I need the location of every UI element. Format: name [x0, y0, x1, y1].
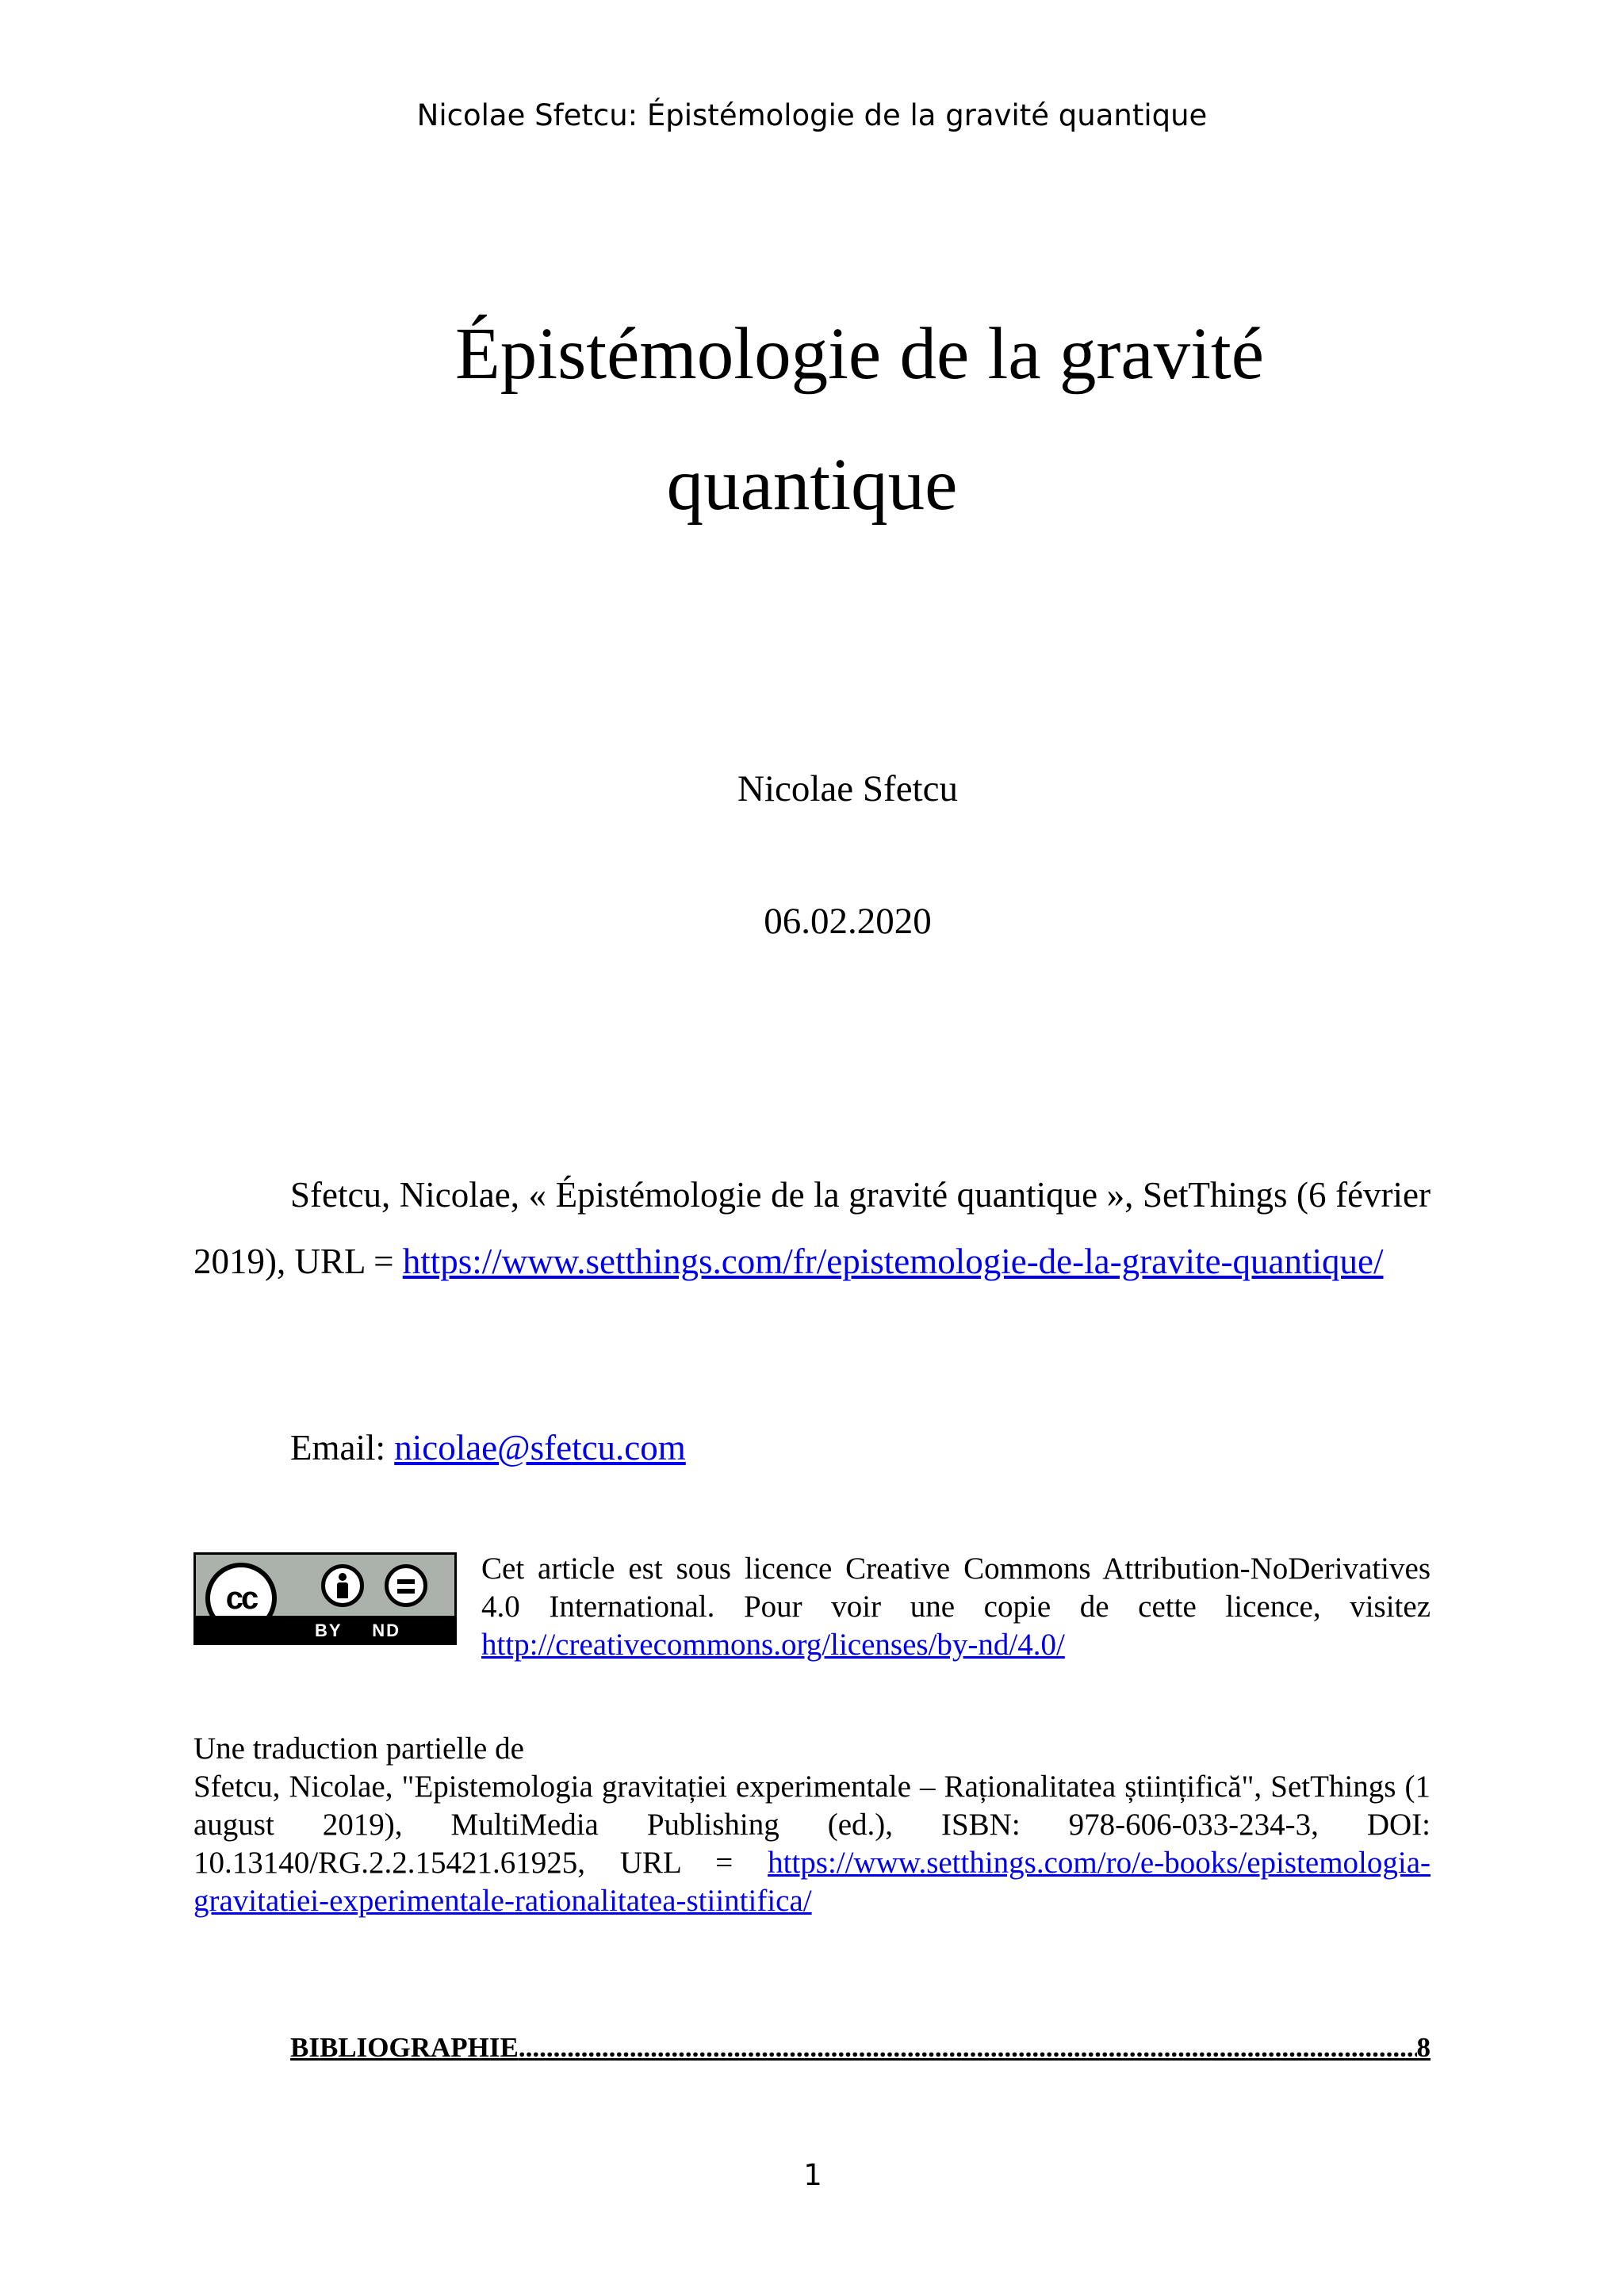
- toc-entry-label: BIBLIOGRAPHIE: [290, 2032, 519, 2063]
- translation-paragraph: [193, 1730, 1431, 1920]
- badge-by-nd-label: [315, 1621, 400, 1641]
- no-derivatives-equals-icon: [385, 1564, 427, 1607]
- cc-icon: cc: [205, 1563, 277, 1634]
- email-label: Email:: [290, 1428, 395, 1468]
- toc-dot-leader: [519, 2032, 1417, 2064]
- email-link[interactable]: nicolae@sfetcu.com: [394, 1428, 686, 1468]
- email-line: [290, 1427, 686, 1468]
- citation-paragraph: [193, 1161, 1431, 1295]
- license-text: Cet article est sous licence Creative Commons Attribution-NoDerivatives 4.0 International. Pour voir une copie de cette licence, visitez: [481, 1552, 1431, 1624]
- document-title-line-1: Épistémologie de la gravité: [454, 313, 1265, 395]
- running-header: Nicolae Sfetcu: Épistémologie de la gravité quantique: [416, 98, 1208, 132]
- publication-date: 06.02.2020: [764, 901, 932, 942]
- citation-link[interactable]: https://www.setthings.com/fr/epistemologie-de-la-gravite-quantique/: [402, 1242, 1384, 1281]
- cc-by-nd-badge[interactable]: [193, 1552, 457, 1645]
- translation-intro: Une traduction partielle de: [193, 1732, 524, 1766]
- attribution-person-icon: [321, 1564, 364, 1607]
- license-paragraph: [481, 1550, 1431, 1664]
- page-number: 1: [803, 2158, 822, 2192]
- citation-text: Sfetcu, Nicolae, « Épistémologie de la gravité quantique », SetThings (6 février 2019), URL =: [193, 1175, 1431, 1281]
- toc-entry-page: 8: [1416, 2032, 1431, 2063]
- author-name: Nicolae Sfetcu: [737, 768, 958, 809]
- toc-entry-bibliographie[interactable]: [290, 2032, 1431, 2064]
- document-title-line-2: quantique: [666, 444, 958, 526]
- translation-text: Sfetcu, Nicolae, "Epistemologia gravitației experimentale – Raționalitatea științifică", SetThings (1 august 2019), MultiMedia Publishing (ed.), ISBN: 978-606-033-234-3, DOI: 10.13140/RG.2.2.15421.61925, URL =: [193, 1770, 1431, 1880]
- license-link[interactable]: http://creativecommons.org/licenses/by-nd/4.0/: [481, 1628, 1065, 1662]
- translation-link[interactable]: https://www.setthings.com/ro/e-books/epistemologia-gravitatiei-experimentale-rationalitatea-stiintifica/: [193, 1846, 1431, 1918]
- badge-by-label: BY: [315, 1621, 343, 1640]
- badge-nd-label: ND: [372, 1621, 401, 1640]
